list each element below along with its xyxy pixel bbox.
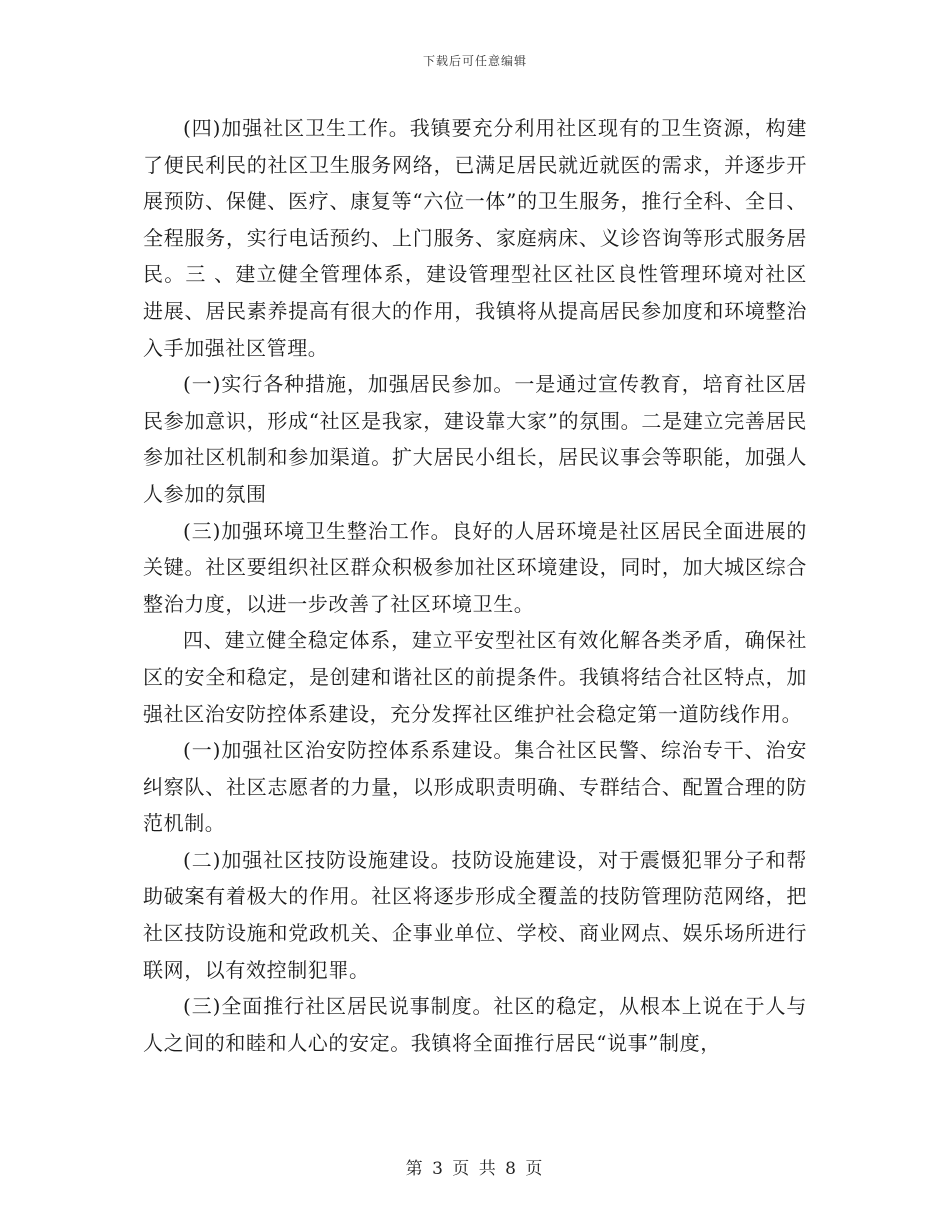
- paragraph-security-prevention: (一)加强社区治安防控体系系建设。集合社区民警、综治专干、治安纠察队、社区志愿者的力量，以形成职责明确、专群结合、配置合理的防范机制。: [143, 738, 807, 836]
- header-note: 下载后可任意编辑: [422, 54, 527, 68]
- paragraph-environment-sanitation: (三)加强环境卫生整治工作。良好的人居环境是社区居民全面进展的关键。社区要组织社区群众积极参加社区环境建设，同时，加大城区综合整治力度，以进一步改善了社区环境卫生。: [143, 518, 807, 616]
- paragraph-technical-prevention: (二)加强社区技防设施建设。技防设施建设，对于震慑犯罪分子和帮助破案有着极大的作用。社区将逐步形成全覆盖的技防管理防范网络，把社区技防设施和党政机关、企事业单位、学校、商业网点、娱乐场所进行联网，以有效控制犯罪。: [143, 847, 807, 982]
- body-text: [143, 110, 807, 1061]
- paragraph-community-health: (四)加强社区卫生工作。我镇要充分利用社区现有的卫生资源，构建了便民利民的社区卫生服务网络，已满足居民就近就医的需求，并逐步开展预防、保健、医疗、康复等“六位一体”的卫生服务，推行全科、全日、全程服务，实行电话预约、上门服务、家庭病床、义诊咨询等形式服务居民。三 、建立健全管理体系，建设管理型社区社区良性管理环境对社区进展、居民素养提高有很大的作用，我镇将从提高居民参加度和环境整治入手加强社区管理。: [143, 116, 807, 360]
- page-number: 第 3 页 共 8 页: [405, 1159, 545, 1179]
- paragraph-resident-participation: (一)实行各种措施，加强居民参加。一是通过宣传教育，培育社区居民参加意识，形成“社区是我家，建设靠大家”的氛围。二是建立完善居民参加社区机制和参加渠道。扩大居民小组长，居民议事会等职能，加强人人参加的氛围: [143, 372, 807, 506]
- paragraph-stability-system: 四、建立健全稳定体系，建立平安型社区有效化解各类矛盾，确保社区的安全和稳定，是创建和谐社区的前提条件。我镇将结合社区特点，加强社区治安防控体系建设，充分发挥社区维护社会稳定第一道防线作用。: [143, 628, 807, 726]
- paragraph-resident-discussion: (三)全面推行社区居民说事制度。社区的稳定，从根本上说在于人与人之间的和睦和人心的安定。我镇将全面推行居民“说事”制度，: [143, 994, 807, 1055]
